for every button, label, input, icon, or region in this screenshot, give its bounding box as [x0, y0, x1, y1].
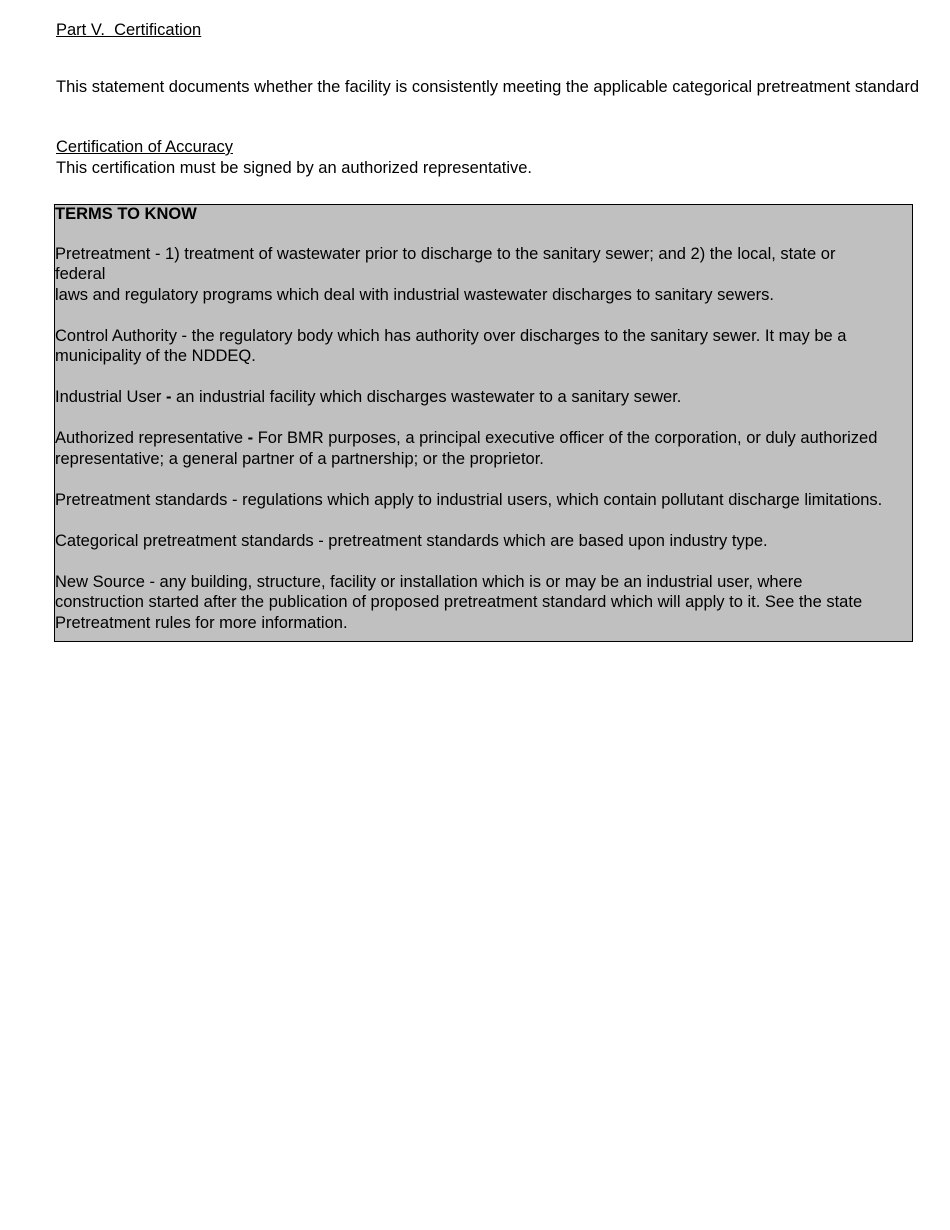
- certification-note: This certification must be signed by an authorized representative.: [56, 159, 533, 177]
- term-industrial-user: [55, 387, 681, 407]
- term-authorized-rep-line2: representative; a general partner of a partnership; or the proprietor.: [55, 450, 544, 468]
- term-authorized-rep-definition: For BMR purposes, a principal executive officer of the corporation, or duly authorized: [253, 429, 878, 447]
- term-industrial-user-dash: -: [165, 388, 172, 406]
- term-industrial-user-definition: an industrial facility which discharges wastewater to a sanitary sewer.: [171, 388, 682, 406]
- term-pretreatment-line3: laws and regulatory programs which deal with industrial wastewater discharges to sanitary sewers.: [55, 286, 774, 304]
- term-control-authority-line1: Control Authority - the regulatory body which has authority over discharges to the sanitary sewer. It may be a: [55, 327, 847, 345]
- term-pretreatment-standards: Pretreatment standards - regulations which apply to industrial users, which contain pollutant discharge limitations.: [55, 491, 883, 509]
- certification-heading: Certification of Accuracy: [56, 138, 233, 156]
- term-control-authority-line2: municipality of the NDDEQ.: [55, 347, 256, 365]
- term-pretreatment-line2: federal: [55, 265, 106, 283]
- statement-text: This statement documents whether the facility is consistently meeting the applicable categorical pretreatment standard: [56, 78, 920, 96]
- term-categorical-standards: Categorical pretreatment standards - pretreatment standards which are based upon industry type.: [55, 532, 768, 550]
- terms-title: TERMS TO KNOW: [55, 205, 197, 223]
- term-new-source-line2: construction started after the publication of proposed pretreatment standard which will apply to it. See the state: [55, 593, 863, 611]
- term-new-source-line1: New Source - any building, structure, facility or installation which is or may be an industrial user, where: [55, 573, 803, 591]
- term-pretreatment-line1: Pretreatment - 1) treatment of wastewater prior to discharge to the sanitary sewer; and 2) the local, state or: [55, 245, 836, 263]
- term-authorized-rep-line1: [55, 428, 877, 448]
- term-authorized-rep-label: Authorized representative: [55, 429, 248, 447]
- term-industrial-user-label: Industrial User: [55, 388, 166, 406]
- term-new-source-line3: Pretreatment rules for more information.: [55, 614, 348, 632]
- terms-to-know-box: [54, 204, 913, 642]
- part-heading: Part V. Certification: [56, 21, 202, 39]
- term-authorized-rep-dash: -: [247, 429, 254, 447]
